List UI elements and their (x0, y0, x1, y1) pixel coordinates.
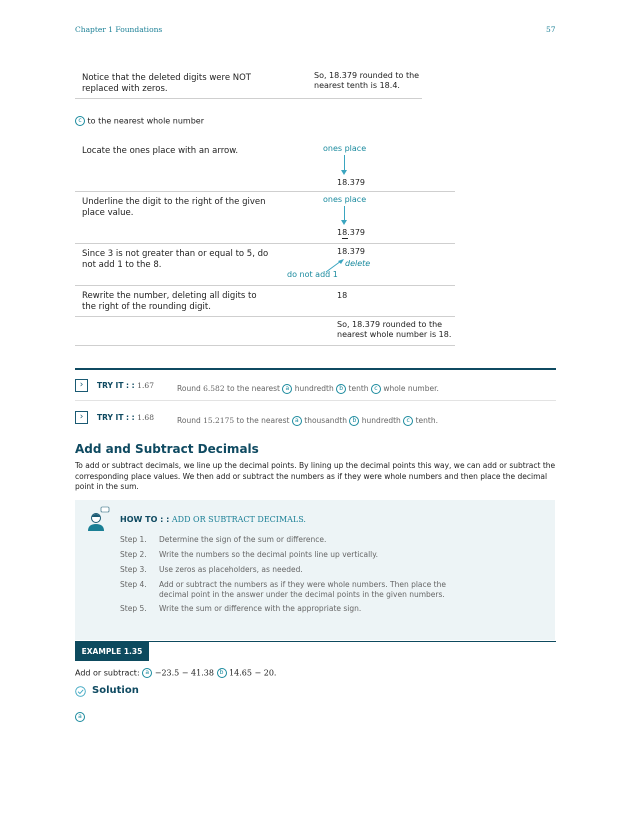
step-text-2: Underline the digit to the right of the given place value. (82, 197, 266, 218)
step-text-3: Since 3 is not greater than or equal to 5, do not add 1 to the 8. (82, 249, 269, 270)
top-table-left: Notice that the deleted digits were NOT replaced with zeros. (82, 73, 251, 94)
arrow-1 (344, 155, 345, 171)
ones-place-annotation-1: ones place (323, 144, 367, 153)
try-it-divider (75, 400, 556, 401)
how-to-step-num-5: Step 5. (120, 604, 147, 613)
how-to-step-num-3: Step 3. (120, 565, 147, 574)
step-value-3: 18.379 (337, 247, 365, 256)
step-value-1: 18.379 (337, 178, 365, 187)
section-title: Add and Subtract Decimals (75, 442, 259, 456)
step-text-1: Locate the ones place with an arrow. (82, 146, 239, 156)
part-c-label: to the nearest whole number (87, 116, 204, 126)
how-to-step-num-2: Step 2. (120, 550, 147, 559)
example-prompt: Add or subtract: a −23.5 − 41.38 b 14.65 − 20. (75, 668, 277, 678)
page-number: 57 (546, 25, 556, 34)
try-it-text-2: Round 15.2175 to the nearest a thousandth b hundredth c tenth. (177, 416, 438, 425)
do-not-add-annotation: do not add 1 (287, 270, 338, 279)
part-c-marker: c (75, 116, 85, 126)
row-divider-1 (75, 191, 455, 192)
how-to-step-text-1: Determine the sign of the sum or difference. (159, 535, 327, 544)
underline-digit (342, 238, 348, 239)
try-it-label-2: TRY IT : : 1.68 (97, 413, 154, 422)
table-divider (75, 98, 422, 99)
step-value-2: 18.379 (337, 228, 365, 237)
row-divider-2 (75, 243, 455, 244)
delete-annotation: delete (345, 259, 371, 268)
part-c-heading (75, 116, 204, 127)
top-table-right: So, 18.379 rounded to the nearest tenth is 18.4. (314, 71, 420, 90)
ones-place-annotation-2: ones place (323, 195, 367, 204)
row-divider-3 (75, 285, 455, 286)
example-badge: EXAMPLE 1.35 (75, 642, 149, 661)
conclusion: So, 18.379 rounded to the nearest whole number is 18. (337, 320, 452, 339)
teacher-avatar-icon (84, 506, 110, 532)
how-to-step-num-4: Step 4. (120, 580, 147, 589)
check-circle-icon (75, 686, 86, 697)
step-text-4: Rewrite the number, deleting all digits to the right of the rounding digit. (82, 291, 257, 312)
try-it-text-1: Round 6.582 to the nearest a hundredth b tenth c whole number. (177, 384, 439, 393)
solution-part-a: a (75, 706, 85, 725)
how-to-step-num-1: Step 1. (120, 535, 147, 544)
solution-heading: Solution (92, 685, 139, 696)
step-value-4: 18 (337, 291, 348, 300)
try-it-rule (75, 368, 556, 370)
how-to-step-text-2: Write the numbers so the decimal points line up vertically. (159, 550, 379, 559)
chevron-right-icon[interactable]: › (75, 379, 88, 392)
how-to-step-text-4: Add or subtract the numbers as if they were whole numbers. Then place the decimal point in the answer under the decimal points in the given numbers. (159, 580, 446, 599)
how-to-heading: HOW TO : : ADD OR SUBTRACT DECIMALS. (120, 515, 306, 524)
try-it-label-1: TRY IT : : 1.67 (97, 381, 154, 390)
row-divider-4 (75, 316, 455, 317)
how-to-step-text-3: Use zeros as placeholders, as needed. (159, 565, 303, 574)
chapter-header: Chapter 1 Foundations (75, 25, 163, 34)
arrow-2 (344, 206, 345, 221)
how-to-step-text-5: Write the sum or difference with the appropriate sign. (159, 604, 362, 613)
chevron-right-icon[interactable]: › (75, 411, 88, 424)
section-body: To add or subtract decimals, we line up the decimal points. By lining up the decimal points this way, we can add or subtract the corresponding place values. We then add or subtract the numbers as if they were whole numbers and then place the decimal point in the sum. (75, 461, 556, 491)
row-divider-5 (75, 345, 455, 346)
